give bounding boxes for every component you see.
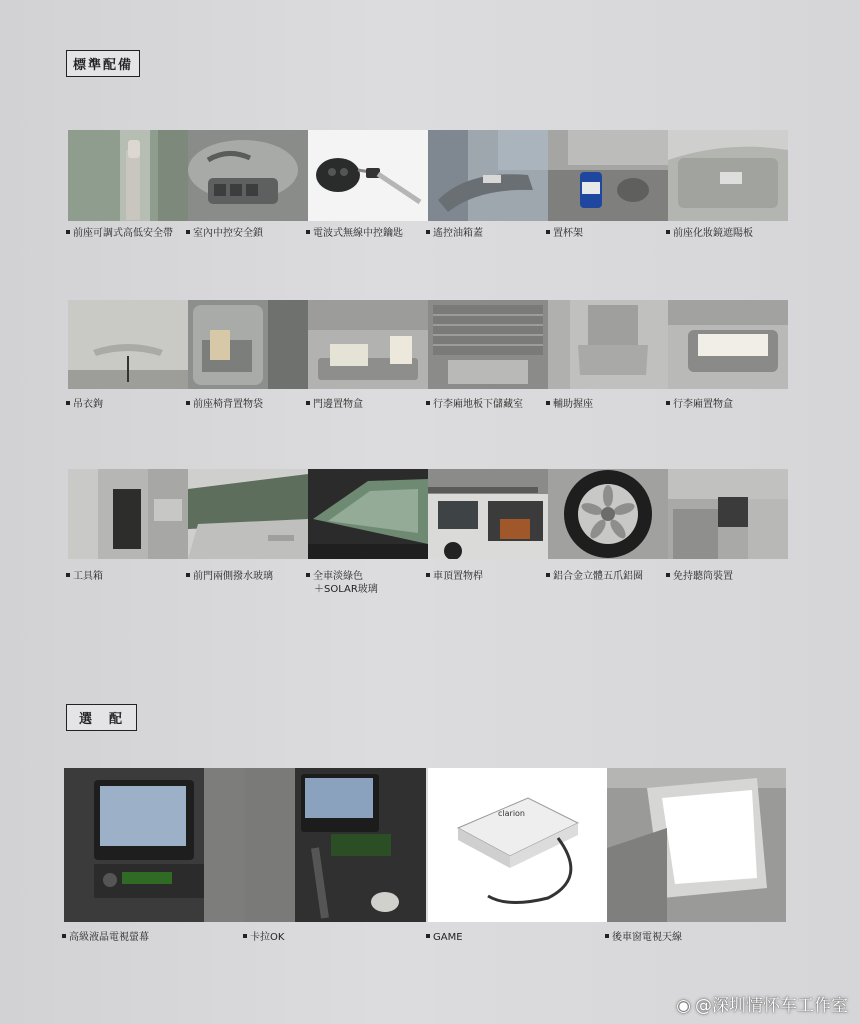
caption-9: 行李廂地板下儲藏室: [426, 398, 523, 411]
section-title-optional: 選 配: [66, 704, 137, 731]
lcd-tv-photo: [64, 768, 245, 922]
weibo-icon: ◉: [676, 996, 691, 1016]
caption-7: 前座椅背置物袋: [186, 398, 263, 411]
tv-antenna-photo: [607, 768, 786, 922]
caption-opt-3: 後車窗電視天線: [605, 931, 682, 944]
game-console-photo: [428, 768, 607, 922]
svg-text:clarion: clarion: [498, 809, 525, 818]
caption-6: 吊衣鉤: [66, 398, 103, 411]
sun-visor-photo: [668, 130, 788, 221]
caption-13: 前門兩側撥水玻璃: [186, 570, 273, 583]
seat-pocket-photo: [188, 300, 308, 389]
handsfree-photo: [668, 469, 788, 559]
door-lock-photo: [188, 130, 308, 221]
caption-8: 門邊置物盒: [306, 398, 363, 411]
roof-rail-photo: [428, 469, 548, 559]
coat-hook-photo: [68, 300, 188, 389]
karaoke-photo: [245, 768, 426, 922]
alloy-wheel-photo: [548, 469, 668, 559]
water-repellent-glass-photo: [188, 469, 308, 559]
assist-grip-photo: [548, 300, 668, 389]
caption-3: 遙控油箱蓋: [426, 227, 483, 240]
section-title-standard: 標準配備: [66, 50, 140, 77]
caption-opt-0: 高級液晶電視螢幕: [62, 931, 149, 944]
cargo-box-photo: [668, 300, 788, 389]
toolbox-photo: [68, 469, 188, 559]
caption-0: 前座可調式高低安全帶: [66, 227, 173, 240]
caption-14: 全車淡綠色: [306, 570, 363, 583]
caption-10: 輔助握座: [546, 398, 593, 411]
caption-11: 行李廂置物盒: [666, 398, 733, 411]
caption-5: 前座化妝鏡遮陽板: [666, 227, 753, 240]
cup-holder-photo: [548, 130, 668, 221]
seatbelt-photo: [68, 130, 188, 221]
underfloor-storage-photo: [428, 300, 548, 389]
solar-glass-photo: [308, 469, 428, 559]
caption-16: 鋁合金立體五爪鋁圈: [546, 570, 643, 583]
caption-12: 工具箱: [66, 570, 103, 583]
door-pocket-photo: [308, 300, 428, 389]
remote-key-photo: [308, 130, 428, 221]
fuel-lid-photo: [428, 130, 548, 221]
caption-14-line2: ＋SOLAR玻璃: [314, 584, 378, 595]
caption-2: 電波式無線中控鑰匙: [306, 227, 403, 240]
caption-17: 免持聽筒裝置: [666, 570, 733, 583]
caption-1: 室內中控安全鎖: [186, 227, 263, 240]
watermark: ◉ @深圳情怀车工作室: [676, 996, 848, 1016]
caption-4: 置杯架: [546, 227, 583, 240]
caption-opt-2: GAME: [426, 931, 463, 944]
caption-15: 車頂置物桿: [426, 570, 483, 583]
caption-opt-1: 卡拉OK: [243, 931, 284, 944]
